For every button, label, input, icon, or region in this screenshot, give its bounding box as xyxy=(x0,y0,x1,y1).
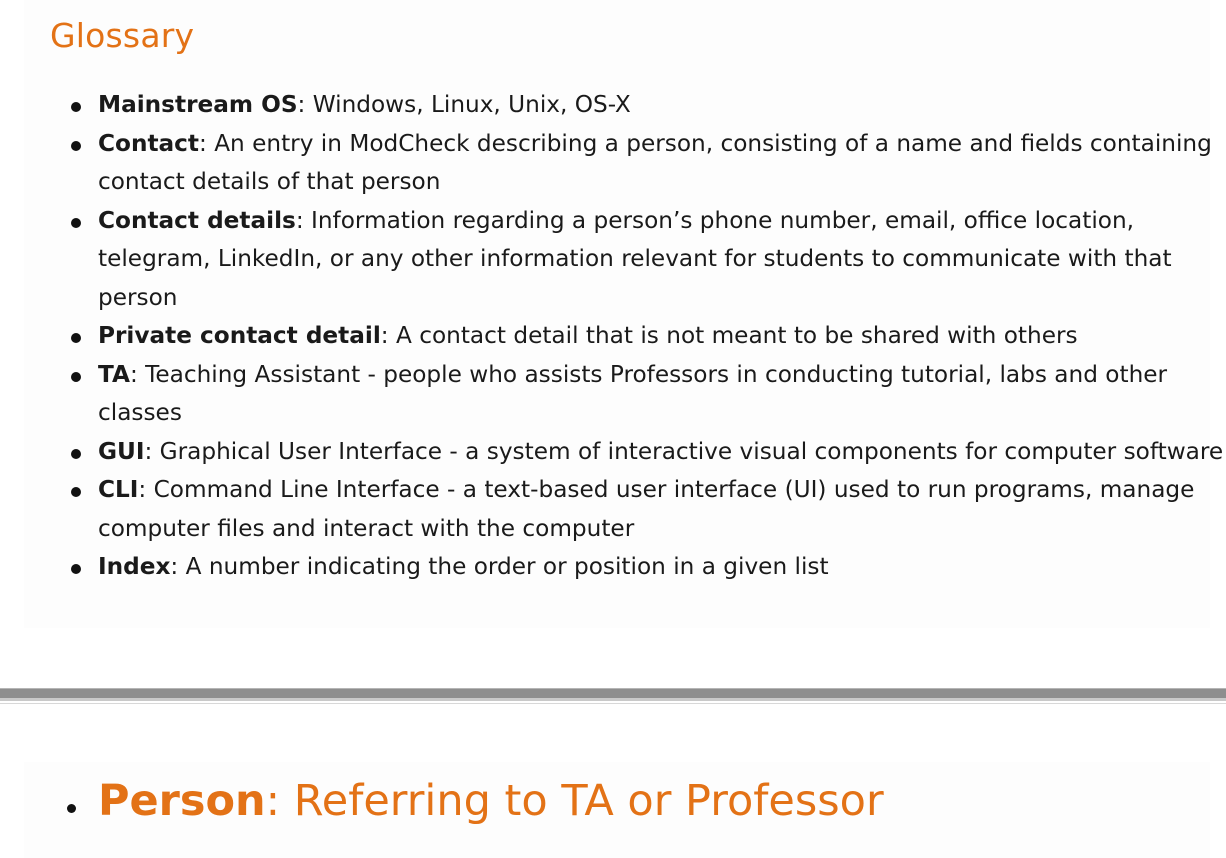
glossary-item-cli xyxy=(98,471,1208,548)
glossary-term: Index xyxy=(98,553,171,580)
glossary-term: Contact details xyxy=(98,206,296,234)
glossary-definition-continued: telegram, LinkedIn, or any other information relevant for students to communicate with that xyxy=(98,245,1172,272)
glossary-term: CLI xyxy=(98,476,139,503)
glossary-list xyxy=(98,86,1224,587)
glossary-definition-continued: person xyxy=(98,283,178,311)
horizontal-rule-shadow xyxy=(0,703,1226,704)
glossary-term: GUI xyxy=(98,437,145,465)
glossary-term: Private contact detail xyxy=(98,322,381,349)
glossary-definition-continued: contact details of that person xyxy=(98,168,441,195)
glossary-definition: : Windows, Linux, Unix, OS-X xyxy=(297,91,631,118)
glossary-term: Person xyxy=(98,776,266,826)
bullet-icon xyxy=(71,102,81,112)
glossary-definition: : Information regarding a person’s phone number, email, office location, xyxy=(295,206,1135,234)
glossary-item-private-contact-detail xyxy=(98,317,1208,356)
glossary-item-mainstream-os xyxy=(98,86,1208,125)
bullet-icon xyxy=(71,449,81,459)
glossary-definition: : A contact detail that is not meant to be shared with others xyxy=(380,322,1078,349)
glossary-term: TA xyxy=(98,360,130,388)
glossary-definition-continued: computer files and interact with the computer xyxy=(98,514,635,542)
glossary-definition: : Teaching Assistant - people who assists Professors in conducting tutorial, labs and other xyxy=(129,360,1168,388)
glossary-item-contact-details xyxy=(98,202,1208,318)
glossary-item-index xyxy=(98,548,1208,587)
glossary-definition: : Referring to TA or Professor xyxy=(265,776,884,826)
glossary-definition: : Command Line Interface - a text-based user interface (UI) used to run programs, manage xyxy=(138,476,1195,503)
glossary-item-ta xyxy=(98,356,1208,433)
bullet-icon xyxy=(71,218,81,228)
glossary-item-gui xyxy=(98,433,1224,472)
bullet-icon xyxy=(71,333,81,343)
horizontal-rule xyxy=(0,688,1226,701)
bullet-icon xyxy=(71,141,81,151)
glossary-definition-continued: classes xyxy=(98,399,182,426)
glossary-item-person xyxy=(98,770,884,832)
glossary-term: Contact xyxy=(98,129,200,157)
glossary-term: Mainstream OS xyxy=(98,91,298,118)
bullet-icon xyxy=(71,564,81,574)
glossary-definition: : Graphical User Interface - a system of interactive visual components for computer software xyxy=(144,437,1224,465)
glossary-definition: : An entry in ModCheck describing a person, consisting of a name and fields containing xyxy=(199,129,1212,157)
bullet-icon xyxy=(71,372,81,382)
bullet-icon xyxy=(71,487,81,497)
glossary-heading: Glossary xyxy=(50,16,195,55)
glossary-definition: : A number indicating the order or position in a given list xyxy=(170,553,829,580)
bullet-icon xyxy=(67,804,76,813)
glossary-item-contact xyxy=(98,125,1212,202)
